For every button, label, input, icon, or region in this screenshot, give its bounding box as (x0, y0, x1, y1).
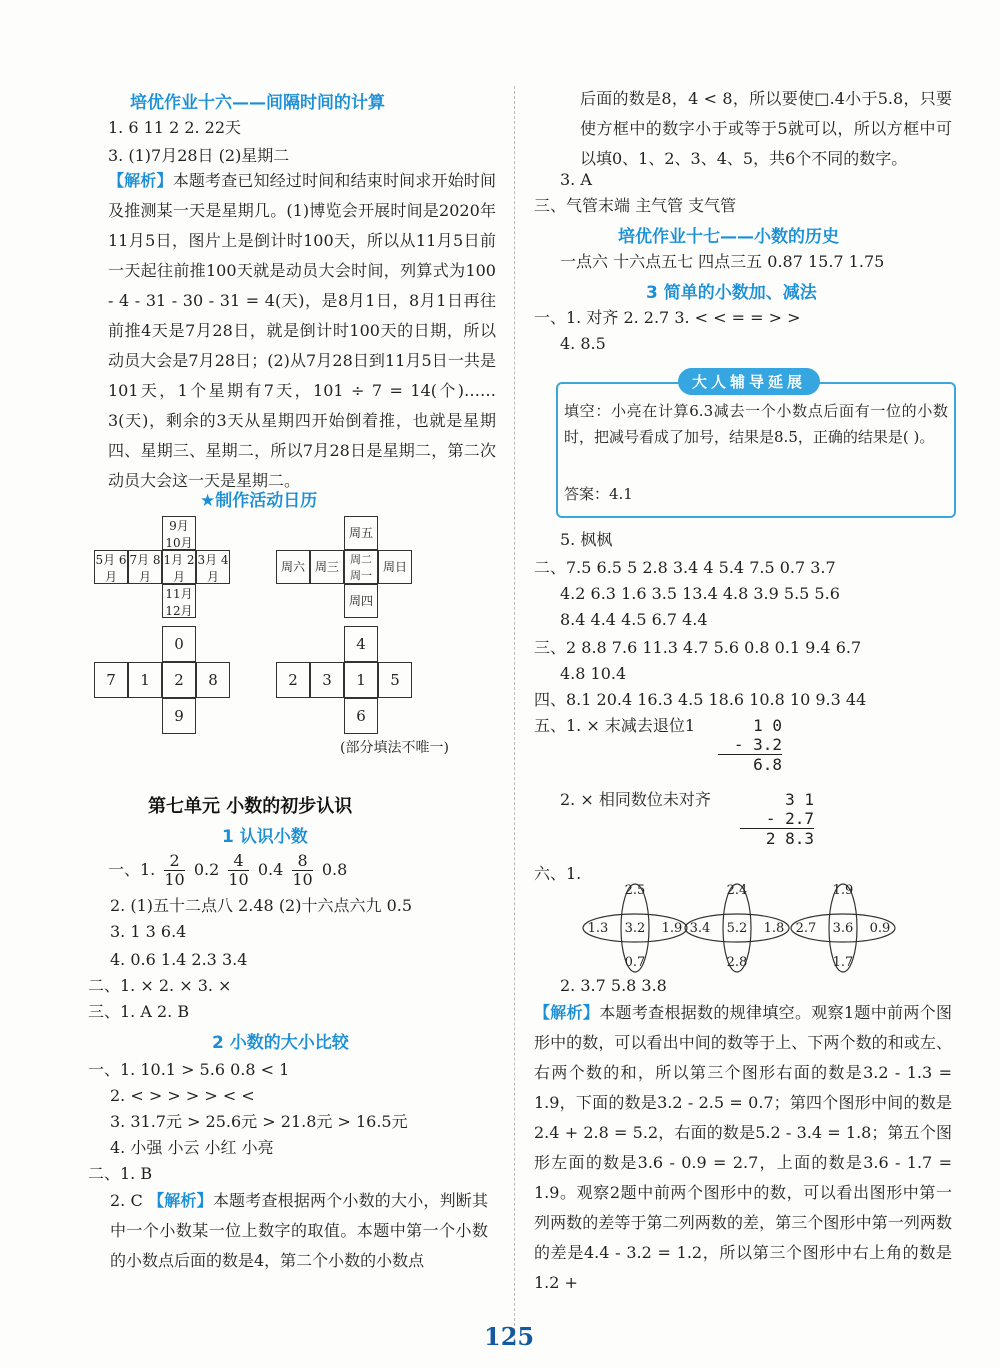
flower-value-left: 2.7 (795, 921, 817, 936)
extension-question: 填空：小亮在计算6.3减去一个小数点后面有一位的小数时，把减号看成了加号，结果是8.5，正确的结果是( )。 (564, 402, 948, 446)
analysis-text: 本题考查已知经过时间和结束时间求开始时间及推测某一天是星期几。(1)博览会开展时间是2020年11月5日，图片上是倒计时100天，所以从11月5日前一天起往前推100天就是动员大会时间，列算式为100 - 4 - 31 - 30 - 31 = 4(天)，是8月1日，8月1日再往前推4天是7月28日，就是倒计时100天的日期，所以动员大会是7月28日；(2)从7月28日到11月5日一共是101天，1个星期有7天，101 ÷ 7 = 14(个)……3(天)，剩余的3天从星期四开始倒着推，也就是星期四、星期三、星期二，所以7月28日是星期二，第二次动员大会这一天是星期二。 (108, 171, 496, 490)
flower-value-top: 2.5 (624, 883, 646, 898)
numerator: 2 (164, 852, 184, 871)
flower-value-bottom: 2.8 (726, 955, 748, 970)
answer-line: 三、2 8.8 7.6 11.3 4.7 5.6 0.8 0.1 9.4 6.7 (534, 638, 862, 657)
net-cell: 8 (196, 662, 230, 698)
flower-value-center: 3.6 (832, 921, 854, 936)
denominator: 10 (164, 870, 185, 889)
flower-value-left: 3.4 (689, 921, 711, 936)
denominator: 10 (292, 870, 313, 889)
answer-line: 四、8.1 20.4 16.3 4.5 18.6 10.8 10 9.3 44 (534, 690, 867, 709)
net-cell: 7 (94, 662, 128, 698)
value: 0.2 (193, 860, 220, 879)
flower-value-center: 5.2 (726, 921, 748, 936)
flower-figure (682, 878, 792, 978)
flower-value-right: 1.8 (763, 921, 785, 936)
value: 0.8 (321, 860, 348, 879)
answer-line: 二、1. × 2. × 3. × (88, 976, 232, 995)
page-number: 125 (484, 1322, 535, 1351)
flower-value-top: 2.4 (726, 883, 748, 898)
answer-line: 五、1. × 末减去退位1 (534, 716, 696, 735)
net-cell: 2 (162, 662, 196, 698)
net-cell: 周三 (310, 550, 344, 584)
net-cell: 周六 (276, 550, 310, 584)
flower-value-bottom: 1.7 (832, 955, 854, 970)
answer-line: 三、1. A 2. B (88, 1002, 190, 1021)
net-cell: 周五 (344, 516, 378, 550)
fraction (292, 852, 312, 889)
answer-line: 4. 0.6 1.4 2.3 3.4 (110, 950, 248, 969)
flower-figure (580, 878, 690, 978)
net-cell: 3 (310, 662, 344, 698)
answer-line: 3. (1)7月28日 (2)星期二 (108, 146, 290, 165)
analysis-paragraph (110, 1186, 488, 1276)
net-cell: 9 (162, 698, 196, 734)
net-cell: 11月 12月 (162, 584, 196, 618)
note: (部分填法不唯一) (340, 740, 449, 756)
analysis-tag: 【解析】 (534, 1003, 600, 1022)
answer-line: 4.2 6.3 1.6 3.5 13.4 4.8 3.9 5.5 5.6 (560, 584, 840, 603)
vertical-calc-1 (718, 716, 782, 774)
calc-row: - 3.2 (718, 735, 782, 755)
section-title-h16: 培优作业十六——间隔时间的计算 (130, 93, 385, 113)
net-cell: 5 (378, 662, 412, 698)
fraction (164, 852, 184, 889)
answer-line: 5. 枫枫 (560, 530, 613, 549)
flower-value-top: 1.9 (832, 883, 854, 898)
answer-line: 一点六 十六点五七 四点三五 0.87 15.7 1.75 (560, 252, 885, 271)
net-cell: 周二 周一 (344, 550, 378, 584)
flower-value-right: 1.9 (661, 921, 683, 936)
calc-row: - 2.7 (740, 809, 814, 829)
net-cell: 9月 10月 (162, 516, 196, 550)
answer-line: 三、气管末端 主气管 支气管 (534, 196, 737, 215)
flower-value-left: 1.3 (587, 921, 609, 936)
answer-line: 3. A (560, 170, 592, 189)
calc-row: 3 1 (785, 790, 814, 809)
line-prefix: 一、1. (108, 860, 156, 879)
net-cell: 0 (162, 626, 196, 662)
analysis-continued: 后面的数是8，4 < 8，所以要使□.4小于5.8，只要使方框中的数字小于或等于5就可以，所以方框中可以填0、1、2、3、4、5，共6个不同的数字。 (580, 89, 952, 168)
net-cell: 2 (276, 662, 310, 698)
answer-line-fractions (108, 850, 347, 890)
subsection-title: 2 小数的大小比较 (212, 1033, 349, 1053)
column-divider (514, 86, 516, 1346)
fraction (228, 852, 248, 889)
analysis-paragraph (534, 998, 952, 1298)
analysis-tag: 【解析】 (108, 171, 173, 190)
net-cell: 7月 8月 (128, 550, 162, 584)
analysis-paragraph (108, 166, 496, 496)
net-cell: 5月 6月 (94, 550, 128, 584)
numerator: 8 (292, 852, 312, 871)
unit-title: 第七单元 小数的初步认识 (148, 796, 353, 817)
analysis-tag: 【解析】 (148, 1191, 213, 1210)
extension-answer: 答案：4.1 (564, 485, 633, 503)
net-cell: 6 (344, 698, 378, 734)
answer-line: 一、1. 10.1 > 5.6 0.8 < 1 (88, 1060, 290, 1079)
net-cell: 1月 2月 (162, 550, 196, 584)
net-cell: 周四 (344, 584, 378, 618)
section-title-h17: 培优作业十七——小数的历史 (618, 227, 839, 247)
value: 0.4 (257, 860, 284, 879)
answer-line: 2. (1)五十二点八 2.48 (2)十六点六九 0.5 (110, 896, 413, 915)
subsection-title: 1 认识小数 (222, 827, 308, 847)
answer-line: 3. 31.7元 > 25.6元 > 21.8元 > 16.5元 (110, 1112, 408, 1131)
answer-line: 3. 1 3 6.4 (110, 922, 187, 941)
answer-line: 4. 小强 小云 小红 小亮 (110, 1138, 274, 1157)
answer-line: 2. × 相同数位未对齐 (560, 790, 711, 809)
answer-line: 4. 8.5 (560, 334, 606, 353)
numerator: 4 (228, 852, 248, 871)
calendar-title: ★制作活动日历 (200, 491, 318, 511)
calc-row: 1 0 (753, 716, 782, 735)
answer-line: 二、7.5 6.5 5 2.8 3.4 4 5.4 7.5 0.7 3.7 (534, 558, 836, 577)
flower-value-bottom: 0.7 (624, 955, 646, 970)
flower-value-center: 3.2 (624, 921, 646, 936)
net-cell: 1 (344, 662, 378, 698)
answer-line: 二、1. B (88, 1164, 153, 1183)
extension-banner: 大人辅导延展 (678, 368, 820, 395)
analysis-text: 本题考查根据数的规律填空。观察1题中前两个图形中的数，可以看出中间的数等于上、下两个数的和或左、右两个数的和，所以第三个图形右面的数是3.2 - 1.3 = 1.9，下面的数是3.2 - 2.5 = 0.7；第四个图形中间的数是2.4 + 2.8 = 5.2，右面的数是5.2 - 3.4 = 1.8；第五个图形左面的数是3.6 - 0.9 = 2.7，上面的数是3.6 - 1.7 = 1.9。观察2题中前两个图形中的数，可以看出图形中第一列两数的差等于第二列两数的差，第三个图形中第一列两数的差是4.4 - 3.2 = 1.2，所以第三个图形中右上角的数是1.2 + (534, 1003, 952, 1292)
net-cell: 1 (128, 662, 162, 698)
answer-line: 4.8 10.4 (560, 664, 627, 683)
calc-row: 6.8 (753, 755, 782, 774)
net-cell: 4 (344, 626, 378, 662)
vertical-calc-2 (740, 790, 814, 848)
line-prefix: 2. C (110, 1191, 143, 1210)
denominator: 10 (228, 870, 249, 889)
answer-line: 1. 6 11 2 2. 22天 (108, 118, 242, 137)
answer-line: 8.4 4.4 4.5 6.7 4.4 (560, 610, 708, 629)
answer-line: 2. < > > > > < < (110, 1086, 255, 1105)
calc-row: 2 8.3 (765, 829, 814, 848)
flower-figure (788, 878, 898, 978)
net-cell: 周日 (378, 550, 412, 584)
flower-value-right: 0.9 (869, 921, 891, 936)
answer-line: 六、1. (534, 864, 582, 883)
subsection-title: 3 简单的小数加、减法 (646, 283, 817, 303)
answer-line: 一、1. 对齐 2. 2.7 3. < < = = > > (534, 308, 801, 327)
answer-line: 2. 3.7 5.8 3.8 (560, 976, 667, 995)
analysis-text: 本题考查根据两个小数的大小，判断其中一个小数某一位上数字的取值。本题中第一个小数的小数点后面的数是4，第二个小数的小数点 (110, 1191, 488, 1270)
net-cell: 3月 4月 (196, 550, 230, 584)
